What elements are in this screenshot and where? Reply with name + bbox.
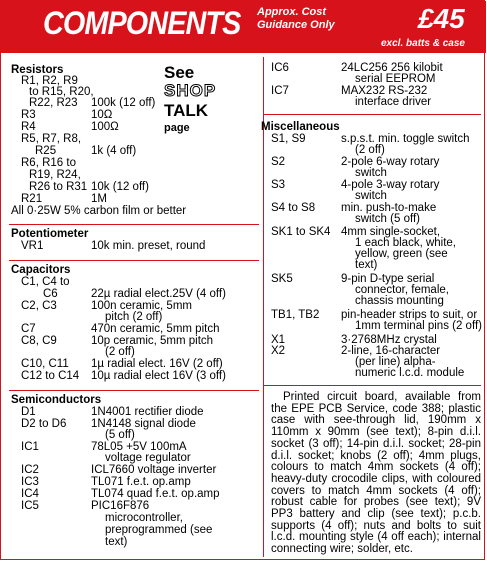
- price-label: £45: [418, 3, 465, 34]
- component-text: X2: [271, 345, 286, 357]
- component-text: connector, female,: [355, 284, 449, 296]
- component-text: S2: [271, 156, 286, 168]
- component-text: R3: [21, 109, 36, 121]
- component-text: (2 off): [105, 346, 135, 358]
- section-heading: Miscellaneous: [261, 121, 340, 133]
- cost-note: [257, 6, 335, 32]
- component-text: (per line) alpha-: [355, 356, 436, 368]
- component-text: IC6: [271, 62, 289, 74]
- component-text: PIC16F876: [91, 500, 150, 512]
- component-text: R4: [21, 121, 36, 133]
- component-text: SK5: [271, 273, 293, 285]
- component-text: interface driver: [355, 96, 432, 108]
- component-text: IC7: [271, 85, 289, 97]
- component-text: 10µ radial elect 16V (3 off): [91, 370, 226, 382]
- component-text: 1N4148 signal diode: [91, 418, 196, 430]
- component-text: IC4: [21, 488, 39, 500]
- component-text: microcontroller,: [105, 512, 183, 524]
- component-text: 2-pole 6-way rotary: [341, 156, 440, 168]
- section-heading: Resistors: [11, 64, 64, 76]
- component-text: switch: [355, 190, 387, 202]
- component-text: to R15, R20,: [29, 86, 94, 98]
- component-text: MAX232 RS-232: [341, 85, 428, 97]
- component-text: serial EEPROM: [355, 73, 436, 85]
- component-text: R1, R2, R9: [21, 75, 78, 87]
- component-text: min. push-to-make: [341, 202, 437, 214]
- section-rule: [9, 390, 259, 391]
- component-text: (2 off): [355, 144, 385, 156]
- component-text: IC1: [21, 441, 39, 453]
- component-text: numeric l.c.d. module: [355, 367, 465, 379]
- misc-paragraph: Printed circuit board, available from the EPE PCB Service, code 388; plastic case with see-through lid, 190mm x 110mm x 90mm (see text); 8-pin d.i.l. socket (3 off); 14-pin d.i.l. socket; 28-pin d.i.l. socket; knobs (2 off); 4mm plugs, colours to match 4mm sockets (4 off); heavy-duty crocodile clips, with coloured covers to match 4mm sockets (4 off); robust cable for probes (see text); 9V PP3 battery and clip (see text); p.c.b. supports (4 off); nuts and bolts to suit l.c.d. mounting style (4 off each); internal connecting wire; solder, etc.: [271, 391, 481, 556]
- component-text: C1, C4 to: [21, 276, 70, 288]
- component-text: voltage regulator: [105, 452, 191, 464]
- section-heading: Semiconductors: [11, 394, 102, 406]
- component-text: R5, R7, R8,: [21, 133, 82, 145]
- component-text: 1k (4 off): [91, 145, 137, 157]
- section-heading: Potentiometer: [11, 228, 89, 240]
- component-text: R25: [35, 145, 57, 157]
- component-text: text): [355, 259, 378, 271]
- cost-line-2: Guidance Only: [257, 19, 335, 31]
- component-text: C10, C11: [21, 358, 69, 370]
- component-text: D2 to D6: [21, 418, 67, 430]
- component-text: R26 to R31: [29, 181, 88, 193]
- component-text: ICL7660 voltage inverter: [91, 464, 217, 476]
- component-text: switch (5 off): [355, 213, 420, 225]
- component-text: 78L05 +5V 100mA: [91, 441, 187, 453]
- component-text: 10Ω: [91, 109, 113, 121]
- component-text: 1µ radial elect. 16V (2 off): [91, 358, 223, 370]
- component-text: 1mm terminal pins (2 off): [355, 320, 482, 332]
- component-text: 3·2768MHz crystal: [341, 334, 437, 346]
- component-text: All 0·25W 5% carbon film or better: [11, 205, 187, 217]
- component-text: 100n ceramic, 5mm: [91, 300, 192, 312]
- component-text: C6: [43, 288, 58, 300]
- component-text: C7: [21, 323, 36, 335]
- component-text: S1, S9: [271, 133, 306, 145]
- component-text: R19, R24,: [29, 169, 81, 181]
- component-text: C12 to C14: [21, 370, 80, 382]
- component-text: 2-line, 16-character: [341, 345, 441, 357]
- component-text: pin-header strips to suit, or: [341, 309, 478, 321]
- component-text: IC2: [21, 464, 39, 476]
- section-rule: [263, 385, 481, 386]
- component-text: 1 each black, white,: [355, 237, 457, 249]
- component-text: R6, R16 to: [21, 157, 76, 169]
- component-text: S4 to S8: [271, 202, 316, 214]
- page-title: COMPONENTS: [43, 5, 241, 41]
- talk-label: TALK: [164, 101, 209, 120]
- component-text: 9-pin D-type serial: [341, 273, 435, 285]
- component-text: 100k (12 off): [91, 97, 156, 109]
- component-text: 22µ radial elect.25V (4 off): [91, 288, 226, 300]
- component-text: 1N4001 rectifier diode: [91, 406, 204, 418]
- component-text: 4-pole 3-way rotary: [341, 179, 440, 191]
- page-label: page: [164, 122, 190, 134]
- component-text: SK1 to SK4: [271, 226, 331, 238]
- shop-label: SHOP: [164, 81, 217, 100]
- component-text: IC3: [21, 476, 39, 488]
- excl-note: excl. batts & case: [381, 38, 465, 49]
- component-text: IC5: [21, 500, 39, 512]
- component-text: D1: [21, 406, 36, 418]
- component-text: 1M: [91, 193, 107, 205]
- cost-line-1: Approx. Cost: [257, 6, 327, 18]
- component-text: 10k (12 off): [91, 181, 149, 193]
- section-heading: Capacitors: [11, 264, 71, 276]
- component-text: TL074 quad f.e.t. op.amp: [91, 488, 220, 500]
- component-text: preprogrammed (see: [105, 524, 213, 536]
- header-bar: [1, 1, 486, 53]
- component-text: 10k min. preset, round: [91, 240, 206, 252]
- component-text: chassis mounting: [355, 295, 444, 307]
- section-rule: [263, 114, 481, 115]
- component-text: 4mm single-socket,: [341, 226, 441, 238]
- component-text: C8, C9: [21, 335, 57, 347]
- component-text: (5 off): [105, 429, 135, 441]
- component-text: 24LC256 256 kilobit: [341, 62, 443, 74]
- component-text: text): [105, 536, 128, 548]
- section-rule: [9, 224, 259, 225]
- component-text: TL071 f.e.t. op.amp: [91, 476, 191, 488]
- component-text: 10p ceramic, 5mm pitch: [91, 335, 214, 347]
- component-text: switch: [355, 167, 387, 179]
- component-text: S3: [271, 179, 286, 191]
- component-text: VR1: [21, 240, 44, 252]
- component-text: pitch (2 off): [105, 311, 163, 323]
- section-rule: [9, 260, 259, 261]
- see-label: See: [164, 63, 195, 82]
- component-text: 470n ceramic, 5mm pitch: [91, 323, 220, 335]
- component-text: yellow, green (see: [355, 248, 448, 260]
- component-text: 100Ω: [91, 121, 119, 133]
- component-text: s.p.s.t. min. toggle switch: [341, 133, 470, 145]
- component-text: R21: [21, 193, 43, 205]
- component-text: R22, R23: [29, 97, 78, 109]
- component-text: TB1, TB2: [271, 309, 320, 321]
- component-text: X1: [271, 334, 286, 346]
- component-text: C2, C3: [21, 300, 57, 312]
